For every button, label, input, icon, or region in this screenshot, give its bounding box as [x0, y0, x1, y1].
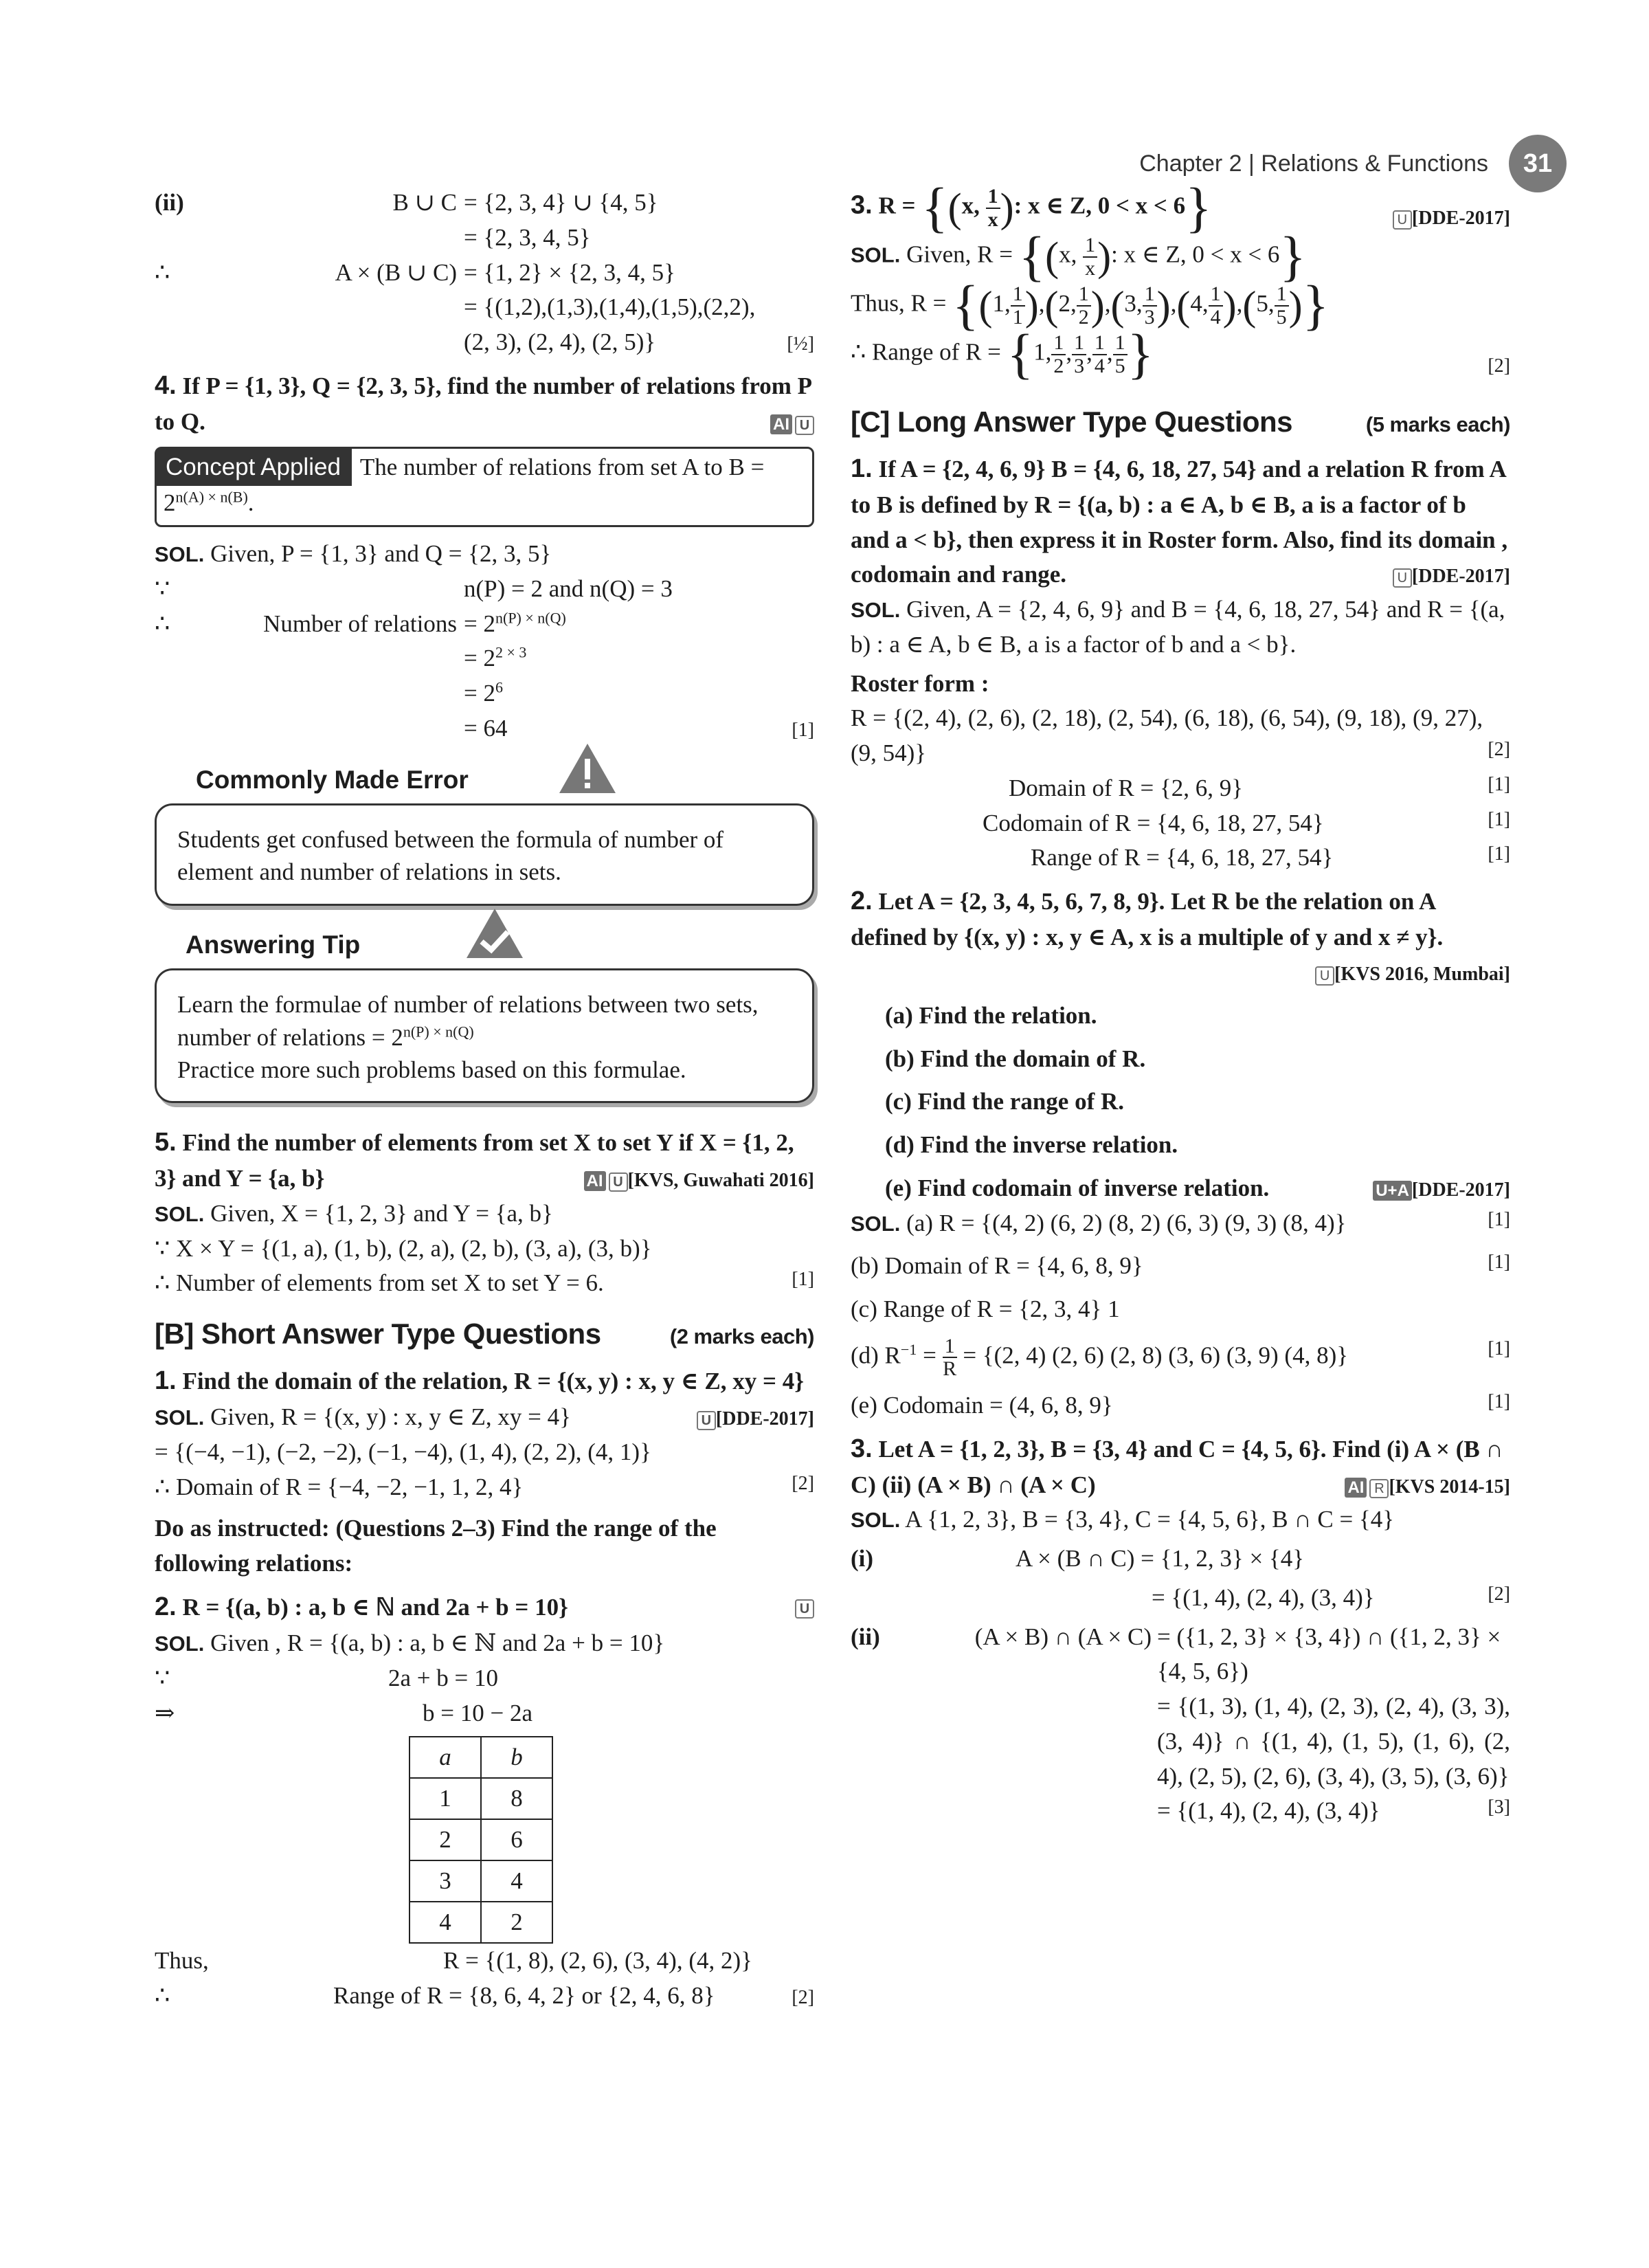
part-label: (i) — [851, 1545, 874, 1572]
table-header: b — [481, 1737, 552, 1778]
part-item: (a) Find the relation. — [885, 1001, 1097, 1029]
exponent: 2 × 3 — [495, 643, 527, 661]
reference: [KVS, Guwahati 2016] — [627, 1170, 814, 1192]
pair-first: 4, — [1190, 289, 1209, 317]
numerator: 1 — [1083, 234, 1097, 258]
table-row — [410, 1778, 552, 1819]
question-c1 — [851, 450, 1510, 592]
fraction — [1275, 283, 1289, 328]
numerator: 1 — [1209, 283, 1223, 307]
pair-first: 3, — [1124, 289, 1143, 317]
sol-label: SOL. — [851, 1508, 901, 1533]
marks: [1] — [1488, 1390, 1510, 1412]
marks: [1] — [792, 719, 814, 741]
marks: [1] — [1488, 1252, 1510, 1274]
question-number: 2. — [851, 887, 873, 916]
denominator: 2 — [1078, 305, 1089, 329]
part-ii-block — [155, 186, 814, 360]
part-label: (ii) — [155, 189, 184, 216]
question-c2 — [851, 882, 1510, 955]
sol-line: A × (B ∩ C) = {1, 2, 3} × {4} — [1016, 1545, 1305, 1572]
sol-line: = {(1, 4), (2, 4), (3, 4)} — [1157, 1797, 1380, 1825]
marks: [2] — [1488, 1583, 1510, 1605]
commonly-made-error-box — [155, 761, 814, 906]
set-element: x, — [961, 192, 980, 219]
question-b2 — [155, 1588, 814, 1626]
eq-rhs: = {2, 3, 4, 5} — [464, 223, 591, 251]
section-c-heading — [851, 401, 1510, 443]
set-condition: : x ∈ Z, 0 < x < 6 — [1111, 241, 1280, 268]
domain-line: Domain of R = {2, 6, 9} — [1009, 774, 1244, 801]
table-row — [410, 1860, 552, 1902]
marks: [1] — [1488, 1208, 1510, 1230]
page-number: 31 — [1509, 135, 1567, 192]
marks: [2] — [1488, 355, 1510, 377]
sol-label: SOL. — [851, 1211, 901, 1236]
numerator: 1 — [1072, 332, 1086, 355]
eq-rhs: = {2, 3, 4} ∪ {4, 5} — [464, 189, 658, 216]
sol-text: A {1, 2, 3}, B = {3, 4}, C = {4, 5, 6}, B ∩ C = {4} — [905, 1506, 1395, 1533]
left-column — [155, 186, 814, 2014]
question-text: If P = {1, 3}, Q = {2, 3, 5}, find the number of relations from P to Q. — [155, 372, 811, 435]
numerator: 1 — [1011, 283, 1025, 307]
question-text: Find the number of elements from set X to set Y if X = {1, 2, 3} and Y = {a, b} — [155, 1129, 794, 1192]
eq-rhs: (2, 3), (2, 4), (2, 5)} — [464, 329, 656, 355]
right-column: 3. R = {(x, $\frac{1}{x}$ ): x ∈ Z, 0 < x < 6} U [DDE-2017] SOL. Given, R = {(x, $\frac{1}{x}$ ): x ∈ Z, 0 < x < 6} Thus, R = {(1, $\frac{1}{1}$ ),(2, $\frac{1}{2}$ ),(3, $\frac{1}{3}$ ),(4, $\frac{1}{4}$ ),(5, $\frac{1}{5}$ )} ∴ Range of R = {1, $\frac{1}{2}$ , $\frac{1}{3}$ , $\frac{1}{4}$ , $\frac{1}{5}$ } [2] [C] Long Answer Type Questions (5 marks each) 1. If A = {2, 4, 6, 9} B = {4, 6, 18, 27, 54} and a relation R from A to B is defined by R = {(a, b) : a ∈ A, b ∈ B, a is a factor of b and a < b}, then express it in Roster form. Also, find its domain , codomain and range. U [DDE-2017] SOL. Given, A = {2, 4, 6, 9} and B = {4, 6, 18, 27, 54} and R = {(a, b) : a ∈ A, b ∈ B, a is a factor of b and a < b}. Roster form : R = {(2, 4), (2, 6), (2, 18), (2, 54), (6, 18), (6, 54), (9, 18), (9, 27), (9, 54)} [2] Domain of R = {2, 6, 9} [1] Codomain of R = {4, 6, 18, 27, 54} [1] Range of R = {4, 6, 18, 27, 54} [1] 2. Let A = {2, 3, 4, 5, 6, 7, 8, 9}. Let R be the relation on A defined by {(x, y) : x, y ∈ A, x is a multiple of y and x ≠ y}. U [KVS 2016, Mumbai] (a) Find the relation. (b) Find the domain of R. (c) Find the range of R. (d) Find the inverse relation. (e) Find codomain of inverse relation. U+A [DDE-2017] SOL. (a) R = {(4, 2) (6, 2) (8, 2) (6, 3) (9, 3) (8, 4)} [1] (b) Domain of R = {4, 6, 8, 9} [1] (c) Range of R = {2, 3, 4} 1 (d) $R^{-1}$ = $\frac{1}{R}$ = {(2, 4) (2, 6) (2, 8) (3, 6) (3, 9) (4, 8)} [1] (e) Codomain = (4, 6, 8, 9} [1] 3. Let A = {1, 2, 3}, B = {3, 4} and C = {4, 5, 6}. Find (i) A × (B ∩ C) (ii) (A × B) ∩ (A × C) AI R [KVS 2014-15] SOL. A {1, 2, 3}, B = {3, 4}, C = {4, 5, 6}, B ∩ C = {4} (i) A × (B ∩ C) = {1, 2, 3} × {4} = {(1, 4), (2, 4), (3, 4)} [2] (ii) (A × B) ∩ (A × C) = ({1, 2, 3} × {3, 4}) ∩ ({1, 2, 3} × {4, 5, 6}) = {(1, 3), (1, 4), (2, 3), (2, 4), (3, 3), (3, 4)} ∩ {(1, 4), (1, 5), (1, 6), (2, 4), (2, 5), (2, 6), (3, 4), (3, 5), (3, 6)} = {(1, 4), (2, 4), (3, 4)} [3] — [851, 177, 1510, 1825]
fraction — [943, 1335, 957, 1380]
eq-rhs: 2a + b = 10 — [388, 1664, 499, 1691]
marks: [1] — [1488, 808, 1510, 830]
u-badge-icon: U — [697, 1411, 716, 1430]
question-5 — [155, 1124, 814, 1197]
denominator: 3 — [1074, 354, 1085, 377]
tip-line-1: Learn the formulae of number of relations between two sets, number of relations = 2 — [177, 991, 759, 1051]
set-element: 1, — [1033, 338, 1052, 366]
marks: [2] — [792, 1472, 814, 1494]
concept-applied-text: The number of relations from set A to B = 2 — [164, 453, 765, 517]
u-badge-icon: U — [1393, 210, 1412, 230]
sol-label: SOL. — [155, 1201, 205, 1226]
reference: [DDE-2017] — [1411, 566, 1510, 588]
eq-lhs: R = — [878, 192, 916, 219]
sol-text: Given, P = {1, 3} and Q = {2, 3, 5} — [210, 540, 552, 568]
equals: = — [923, 1342, 936, 1369]
ai-badge-icon: AI — [770, 414, 792, 434]
sol-line: Given , R = {(a, b) : a, b ∈ ℕ and 2a + b = 10} — [210, 1630, 665, 1657]
table-row — [410, 1902, 552, 1943]
marks: [1] — [792, 1269, 814, 1291]
sol-line: (a) R = {(4, 2) (6, 2) (8, 2) (6, 3) (9, 3) (8, 4)} — [906, 1209, 1347, 1236]
sol-text: Thus, R = — [851, 289, 947, 317]
tip-text — [155, 968, 814, 1103]
marks: [½] — [787, 333, 814, 355]
ordered-pair: (2, $\frac{1}{2}$ ), — [1044, 282, 1111, 329]
set-element: x, — [1059, 241, 1077, 268]
eq-rhs: = 2 — [464, 610, 495, 637]
section-title: [B] Short Answer Type Questions — [155, 1318, 601, 1350]
question-text: Let A = {2, 3, 4, 5, 6, 7, 8, 9}. Let R be the relation on A defined by {(x, y) : x, y ∈ A, x is a multiple of y and x ≠ y}. — [851, 888, 1444, 951]
denominator: 5 — [1114, 354, 1125, 377]
denominator: 4 — [1094, 354, 1105, 377]
numerator: 1 — [1092, 332, 1107, 355]
sol-text: Given, A = {2, 4, 6, 9} and B = {4, 6, 18, 27, 54} and R = {(a, b) : a ∈ A, b ∈ B, a is a factor of b and a < b}. — [851, 596, 1505, 658]
eq-label: ⇒ — [155, 1699, 175, 1726]
marks: [2] — [1488, 739, 1510, 761]
sol-line: ∵ X × Y = {(1, a), (1, b), (2, a), (2, b), (3, a), (3, b)} — [155, 1234, 652, 1262]
eq-rhs: = 2 — [464, 680, 495, 707]
section-marks: (5 marks each) — [1365, 412, 1510, 436]
u-badge-icon: U — [609, 1172, 628, 1192]
exponent: n(P) × n(Q) — [495, 608, 566, 626]
concept-applied-box — [155, 447, 814, 528]
table-cell: 2 — [410, 1819, 481, 1860]
set-condition: : x ∈ Z, 0 < x < 6 — [1013, 192, 1186, 219]
question-b3: 3. R = {(x, $\frac{1}{x}$ ): x ∈ Z, 0 < x < 6} U [DDE-2017] — [851, 177, 1510, 238]
sol-text: ∴ Range of R = — [851, 338, 1001, 366]
eq-rhs: n(P) = 2 and n(Q) = 3 — [464, 575, 673, 602]
sol-label: SOL. — [155, 1405, 205, 1430]
eq-rhs: = 64 — [464, 714, 508, 742]
table-cell: 1 — [410, 1778, 481, 1819]
numerator: 1 — [1143, 283, 1157, 307]
sol-line: (e) Codomain = (4, 6, 8, 9} — [851, 1391, 1113, 1419]
ordered-pair: (5, $\frac{1}{5}$ ) — [1242, 282, 1303, 329]
ai-badge-icon: AI — [584, 1171, 606, 1191]
table-cell: 3 — [410, 1860, 481, 1902]
ordered-pair: (1, $\frac{1}{1}$ ), — [978, 282, 1045, 329]
marks: [3] — [1488, 1797, 1510, 1819]
fraction — [1077, 283, 1091, 328]
eq-label: Thus, — [155, 1947, 209, 1975]
pair-first: 2, — [1058, 289, 1077, 317]
sol-text: Given, R = — [906, 241, 1013, 268]
question-4 — [155, 367, 814, 440]
section-title: [C] Long Answer Type Questions — [851, 405, 1293, 438]
denominator: 1 — [1012, 305, 1023, 329]
denominator: 5 — [1276, 305, 1287, 329]
eq-rhs: = {1, 2} × {2, 3, 4, 5} — [464, 258, 675, 286]
reference: [KVS 2016, Mumbai] — [1334, 964, 1510, 986]
table-cell: 4 — [481, 1860, 552, 1902]
fraction — [1011, 283, 1025, 328]
roster-label: Roster form : — [851, 669, 989, 697]
eq-lhs: B ∪ C — [392, 189, 457, 216]
pair-first: 5, — [1256, 289, 1275, 317]
eq-rhs: b = 10 − 2a — [423, 1699, 533, 1726]
punct: . — [247, 489, 254, 517]
section-b-heading — [155, 1313, 814, 1355]
table-cell: 2 — [481, 1902, 552, 1943]
question-text: If A = {2, 4, 6, 9} B = {4, 6, 18, 27, 54} and a relation R from A to B is defined by R = {(a, b) : a ∈ A, b ∈ B, a is a factor of b and a < b}, then express it in Roster form. Also, find its domain , codomain and range. — [851, 455, 1508, 588]
answering-tip-box — [155, 926, 814, 1103]
denominator: x — [1085, 256, 1096, 280]
part-item: (e) Find codomain of inverse relation. — [885, 1174, 1270, 1201]
denominator: 2 — [1053, 354, 1064, 377]
sol-line: = {(1, 3), (1, 4), (2, 3), (2, 4), (3, 3), (3, 4)} ∩ {(1, 4), (1, 5), (1, 6), (2, 4), (2, 5), (2, 6), (3, 4), (3, 5), (3, 6)} — [1157, 1693, 1510, 1790]
marks: [1] — [1488, 773, 1510, 795]
fraction — [1083, 234, 1097, 279]
tip-line-2: Practice more such problems based on this formulae. — [177, 1056, 686, 1083]
eq-lhs: Number of relations — [263, 610, 457, 637]
sol-line: = {(−4, −1), (−2, −2), (−1, −4), (1, 4), (2, 2), (4, 1)} — [155, 1438, 651, 1465]
numerator: 1 — [1051, 332, 1066, 355]
marks: [1] — [1488, 1337, 1510, 1359]
instruction: Do as instructed: (Questions 2–3) Find the range of the following relations: — [155, 1515, 717, 1577]
eq-lhs: (A × B) ∩ (A × C) — [974, 1623, 1152, 1650]
sol-line: (b) Domain of R = {4, 6, 8, 9} — [851, 1252, 1143, 1280]
ai-badge-icon: AI — [1345, 1478, 1367, 1498]
marks: [2] — [792, 1987, 814, 2009]
sol-line: (d) R — [851, 1342, 901, 1369]
fraction — [986, 186, 1000, 230]
sol-line: Given, R = {(x, y) : x, y ∈ Z, xy = 4} — [210, 1403, 571, 1431]
reference: [DDE-2017] — [1411, 1179, 1510, 1201]
numerator: 1 — [943, 1335, 957, 1359]
cme-text: Students get confused between the formula of number of element and number of relations in sets. — [155, 803, 814, 906]
question-number: 3. — [851, 190, 873, 220]
u-badge-icon: U — [795, 416, 814, 435]
reference: [DDE-2017] — [715, 1408, 814, 1430]
sol-label: SOL. — [851, 243, 901, 267]
denominator: 4 — [1210, 305, 1221, 329]
sol-label: SOL. — [155, 542, 205, 567]
thus-line: Thus, R = {(1, $\frac{1}{1}$ ),(2, $\frac{1}{2}$ ),(3, $\frac{1}{3}$ ),(4, $\frac{1}{4}$ ),(5, $\frac{1}{5}$ )} — [851, 275, 1329, 336]
checkmark-icon — [464, 906, 526, 961]
question-number: 3. — [851, 1434, 873, 1463]
range-line: ∴ Range of R = {1, $\frac{1}{2}$ , $\frac{1}{3}$ , $\frac{1}{4}$ , $\frac{1}{5}$ } [2] — [851, 324, 1510, 385]
u-badge-icon: U — [1393, 568, 1412, 588]
question-text: Let A = {1, 2, 3}, B = {3, 4} and C = {4, 5, 6}. Find (i) A × (B ∩ C) (ii) (A × B) ∩ (A × C) — [851, 1435, 1503, 1498]
denominator: 3 — [1144, 305, 1155, 329]
fraction — [1072, 332, 1086, 377]
question-text: R = {(a, b) : a, b ∈ ℕ and 2a + b = 10} — [182, 1593, 568, 1621]
warning-icon — [557, 741, 618, 796]
numerator: 1 — [1113, 332, 1128, 355]
chapter-title: Chapter 2 | Relations & Functions — [1139, 150, 1488, 177]
marks: [1] — [1488, 843, 1510, 865]
eq-label: ∴ — [155, 258, 170, 286]
eq-label: ∴ — [155, 610, 170, 637]
section-marks: (2 marks each) — [669, 1324, 814, 1349]
numerator: 1 — [986, 186, 1000, 209]
eq-label: ∵ — [155, 1664, 170, 1691]
codomain-line: Codomain of R = {4, 6, 18, 27, 54} — [983, 809, 1324, 836]
exponent: −1 — [900, 1340, 917, 1358]
table-cell: 8 — [481, 1778, 552, 1819]
fraction — [1092, 332, 1107, 377]
fraction — [1113, 332, 1128, 377]
exponent: n(A) × n(B) — [175, 488, 248, 506]
fraction — [1209, 283, 1223, 328]
question-number: 1. — [851, 454, 873, 483]
eq-label: ∵ — [155, 575, 170, 602]
eq-rhs: = 2 — [464, 645, 495, 672]
cme-title: Commonly Made Error — [196, 765, 469, 794]
numerator: 1 — [1077, 283, 1091, 307]
pair-first: 1, — [992, 289, 1011, 317]
range-line: Range of R = {4, 6, 18, 27, 54} — [1031, 844, 1334, 871]
table-header: a — [410, 1737, 481, 1778]
part-label: (ii) — [851, 1623, 880, 1650]
eq-label: ∴ — [155, 1982, 170, 2010]
fraction — [1051, 332, 1066, 377]
table-cell: 4 — [410, 1902, 481, 1943]
fraction — [1143, 283, 1157, 328]
part-item: (b) Find the domain of R. — [885, 1045, 1146, 1072]
eq-rhs: R = {(1, 8), (2, 6), (3, 4), (4, 2)} — [443, 1947, 752, 1975]
sol-line: = {(1, 4), (2, 4), (3, 4)} — [1152, 1583, 1375, 1611]
values-table — [409, 1736, 553, 1944]
question-number: 2. — [155, 1592, 177, 1621]
sol-line: ∴ Domain of R = {−4, −2, −1, 1, 2, 4} — [155, 1473, 524, 1500]
sol-line: Given, X = {1, 2, 3} and Y = {a, b} — [210, 1199, 553, 1227]
ordered-pair: (3, $\frac{1}{3}$ ), — [1110, 282, 1177, 329]
part-item: (d) Find the inverse relation. — [885, 1131, 1178, 1159]
reference: [DDE-2017] — [1411, 208, 1510, 229]
ua-badge-icon: U+A — [1373, 1181, 1412, 1201]
sol-line: ∴ Number of elements from set X to set Y = 6. — [155, 1269, 604, 1297]
table-row — [410, 1819, 552, 1860]
reference: [KVS 2014-15] — [1389, 1476, 1510, 1498]
range-fractions: $\frac{1}{2}$ , $\frac{1}{3}$ , $\frac{1}{4}$ , $\frac{1}{5}$ — [1051, 339, 1127, 366]
sol-line: = {(2, 4) (2, 6) (2, 8) (3, 6) (3, 9) (4, 8)} — [963, 1342, 1349, 1369]
u-badge-icon: U — [1315, 966, 1334, 986]
tip-title: Answering Tip — [186, 930, 361, 959]
part-item: (c) Find the range of R. — [885, 1088, 1125, 1115]
sol-label: SOL. — [155, 1632, 205, 1656]
question-number: 1. — [155, 1366, 177, 1396]
r-badge-icon: R — [1369, 1479, 1389, 1498]
sol-line: = ({1, 2, 3} × {3, 4}) ∩ ({1, 2, 3} × {4, 5, 6}) — [1157, 1623, 1501, 1685]
sol-line: (c) Range of R = {2, 3, 4} 1 — [851, 1296, 1120, 1323]
exponent: 6 — [495, 678, 503, 696]
denominator: x — [987, 208, 998, 231]
eq-rhs: = {(1,2),(1,3),(1,4),(1,5),(2,2), — [464, 293, 756, 321]
question-c3 — [851, 1430, 1510, 1503]
denominator: R — [943, 1357, 957, 1381]
eq-rhs: Range of R = {8, 6, 4, 2} or {2, 4, 6, 8} — [333, 1982, 715, 2010]
concept-applied-title: Concept Applied — [155, 449, 352, 487]
numerator: 1 — [1275, 283, 1289, 307]
sol-label: SOL. — [851, 598, 901, 623]
question-text: Find the domain of the relation, R = {(x, y) : x, y ∈ Z, xy = 4} — [182, 1368, 804, 1395]
question-number: 5. — [155, 1128, 177, 1157]
u-badge-icon: U — [795, 1599, 814, 1619]
table-cell: 6 — [481, 1819, 552, 1860]
roster-text: R = {(2, 4), (2, 6), (2, 18), (2, 54), (6, 18), (6, 54), (9, 18), (9, 27), (9, 54)} — [851, 704, 1483, 767]
ordered-pair: (4, $\frac{1}{4}$ ), — [1176, 282, 1243, 329]
eq-lhs: A × (B ∪ C) — [335, 258, 457, 286]
exponent: n(P) × n(Q) — [403, 1022, 474, 1040]
question-number: 4. — [155, 370, 177, 400]
